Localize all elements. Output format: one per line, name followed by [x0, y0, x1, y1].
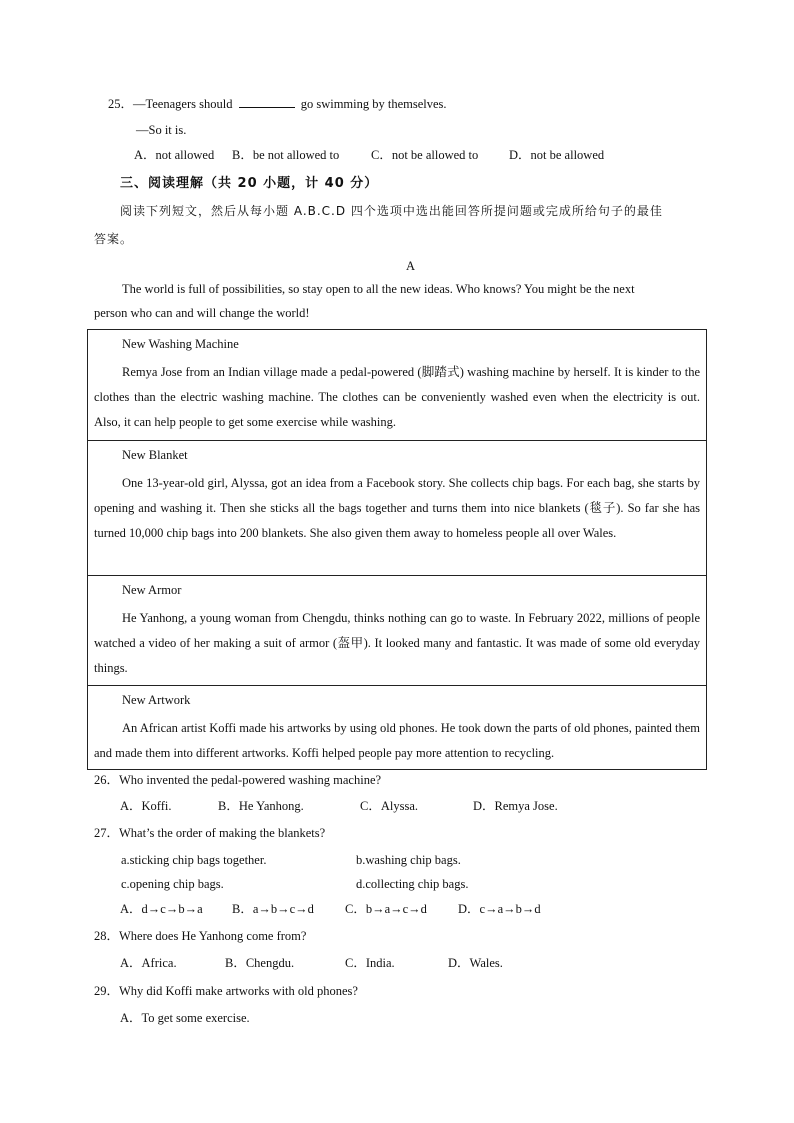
q27-option-b: B．a→b→c→d: [232, 902, 314, 916]
q26-option-c: C．Alyssa.: [360, 799, 418, 813]
q25-reply: —So it is.: [136, 123, 187, 137]
item-blanket: [88, 441, 706, 576]
item-armor: [88, 576, 706, 686]
q25-option-b: B．be not allowed to: [232, 148, 340, 162]
q25-stem: [108, 96, 447, 112]
section3-heading: 三、阅读理解（共 20 小题，计 40 分）: [120, 176, 379, 191]
item-title: New Blanket: [122, 448, 188, 462]
q27-stem: 27．What’s the order of making the blankets?: [94, 826, 326, 840]
q27-step-d: d.collecting chip bags.: [356, 877, 469, 891]
section3-instruction-line1: 阅读下列短文，然后从每小题 A.B.C.D 四个选项中选出能回答所提问题或完成所给句子的最佳: [120, 204, 663, 218]
q26-option-d: D．Remya Jose.: [473, 799, 558, 813]
q27-step-b: b.washing chip bags.: [356, 853, 461, 867]
item-body: He Yanhong, a young woman from Chengdu, thinks nothing can go to waste. In February 2022, millions of people watched a video of her making a suit of armor (盔甲). It looked many and fantastic. It was made of some old everyday things.: [94, 611, 700, 675]
item-title: New Artwork: [122, 693, 191, 707]
item-washing-machine: [88, 330, 706, 441]
item-title: New Armor: [122, 583, 182, 597]
q28-option-b: B．Chengdu.: [225, 956, 295, 970]
item-body: One 13-year-old girl, Alyssa, got an idea from a Facebook story. She collects chip bags. For each bag, she starts by opening and washing it. Then she sticks all the bags together and turns them into nice blankets (毯子). So far she has turned 10,000 chip bags into 200 blankets. She also given them away to homeless people all over Wales.: [94, 476, 700, 540]
q27-option-d: D．c→a→b→d: [458, 902, 541, 916]
item-artwork: [88, 686, 706, 770]
q29-option-a: A．To get some exercise.: [120, 1011, 250, 1025]
q25-option-a: A．not allowed: [134, 148, 215, 162]
section3-instruction-line2: 答案。: [94, 232, 134, 246]
passage-a-label: A: [406, 259, 416, 273]
q26-stem: 26．Who invented the pedal-powered washing machine?: [94, 773, 382, 787]
item-title: New Washing Machine: [122, 337, 239, 351]
q27-step-c: c.opening chip bags.: [121, 877, 224, 891]
q27-option-a: A．d→c→b→a: [120, 902, 203, 916]
q25-option-c: C．not be allowed to: [371, 148, 479, 162]
passage-a-intro-line2: person who can and will change the world!: [94, 306, 310, 320]
q25-option-d: D．not be allowed: [509, 148, 605, 162]
q25-stem-after: go swimming by themselves.: [300, 97, 447, 111]
q28-option-c: C．India.: [345, 956, 395, 970]
q25-stem-before: 25．—Teenagers should: [108, 97, 233, 111]
q25-answer-blank: [239, 96, 295, 108]
item-body: An African artist Koffi made his artworks by using old phones. He took down the parts of old phones, painted them and made them into different artworks. Koffi helped people pay more attention to recycling.: [94, 721, 700, 760]
q28-option-d: D．Wales.: [448, 956, 503, 970]
q27-option-c: C．b→a→c→d: [345, 902, 427, 916]
q28-stem: 28．Where does He Yanhong come from?: [94, 929, 307, 943]
q26-option-b: B．He Yanhong.: [218, 799, 304, 813]
q27-step-a: a.sticking chip bags together.: [121, 853, 267, 867]
passage-a-intro-line1: The world is full of possibilities, so stay open to all the new ideas. Who knows? You might be the next: [122, 282, 635, 296]
q29-stem: 29．Why did Koffi make artworks with old phones?: [94, 984, 358, 998]
q26-option-a: A．Koffi.: [120, 799, 172, 813]
q28-option-a: A．Africa.: [120, 956, 177, 970]
item-body: Remya Jose from an Indian village made a pedal-powered (脚踏式) washing machine by herself. It is kinder to the clothes than the electric washing machine. The clothes can be conveniently washed even when the electricity is out. Also, it can help people to get some exercise while washing.: [94, 365, 700, 429]
passage-a-table: [87, 329, 707, 770]
